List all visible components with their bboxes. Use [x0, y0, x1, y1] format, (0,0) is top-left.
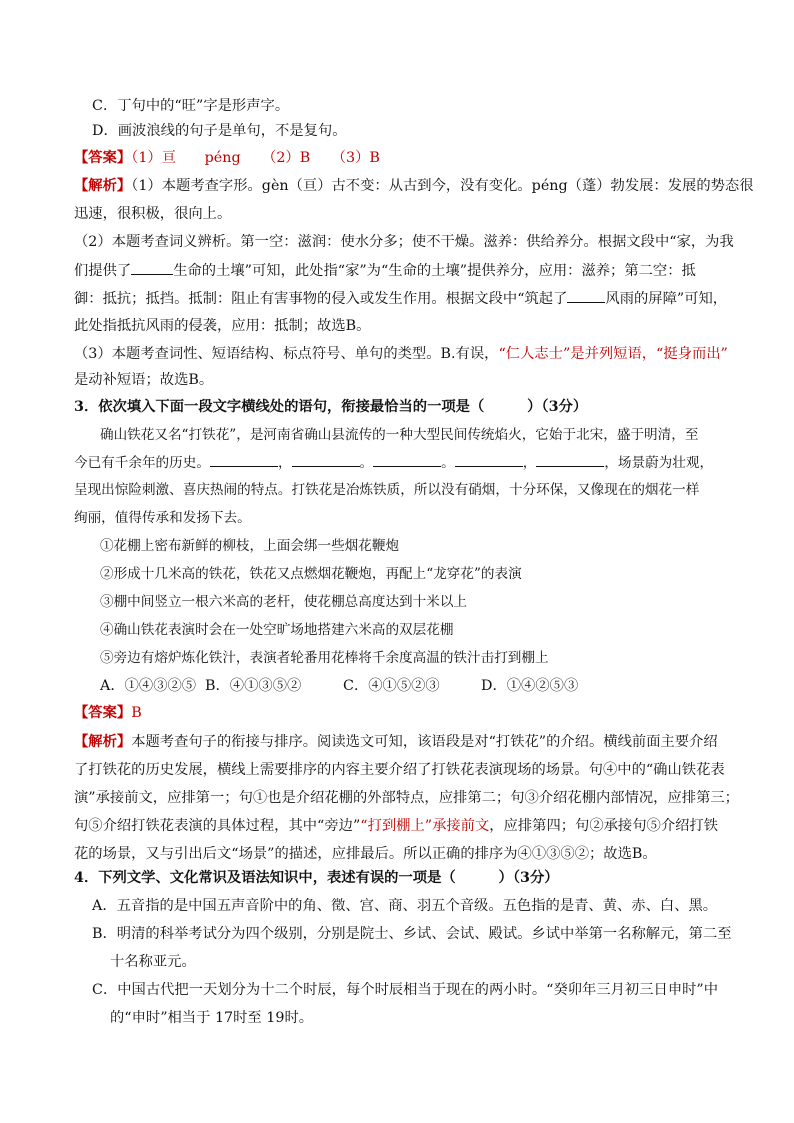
fill-blank	[292, 452, 360, 467]
fill-blank	[131, 260, 173, 275]
fill-blank	[536, 452, 604, 467]
q3-option-d: D．①④②⑤③	[481, 678, 579, 694]
highlight-text: “打到棚上”承接前文	[360, 818, 490, 834]
q4-option-c-line1: C．中国古代把一天划分为十二个时辰，每个时辰相当于现在的两小时。“癸卯年三月初三日申时”中	[92, 982, 719, 998]
fill-blank	[373, 452, 441, 467]
analysis-text: 生命的土壤”可知，此处指“家”为“生命的土壤”提供养分，应用：滋养；第二空：抵	[173, 263, 696, 279]
q3-option-a: A．①④③②⑤	[100, 678, 197, 694]
analysis-tag: 【解析】	[74, 178, 132, 194]
q3-passage-2: 今已有千余年的历史。 ， 。 。 ， ，场景蔚为壮观，	[74, 452, 734, 473]
q3-analysis-1	[74, 732, 734, 752]
analysis-text: ，应排第四；句②承接句⑤介绍打铁	[489, 818, 719, 834]
q2-analysis-3a	[74, 344, 734, 364]
analysis-text: 本题考查句子的衔接与排序。阅读选文可知，该语段是对“打铁花”的介绍。横线前面主要介绍	[131, 734, 718, 750]
q3-option-c: C．④①⑤②③	[343, 678, 440, 694]
q3-option-b: B．④①③⑤②	[205, 678, 302, 694]
q3-analysis-2: 了打铁花的历史发展，横线上需要排序的内容主要介绍了打铁花表演现场的场景。句④中的“确山铁花表	[74, 762, 725, 778]
answer-tag: 【答案】	[74, 150, 132, 166]
highlight-text: “仁人志士”是并列短语，“挺身而出”	[498, 346, 728, 362]
q2-analysis-2d: 此处指抵抗风雨的侵袭，应用：抵制；故选B。	[74, 318, 371, 334]
q2-analysis-2c	[74, 288, 734, 309]
q3-item: ①花棚上密布新鲜的柳枝，上面会绑一些烟花鞭炮	[100, 538, 400, 554]
q4-option-b-line1: B．明清的科举考试分为四个级别，分别是院士、乡试、会试、殿试。乡试中举第一名称解元，第二至	[92, 926, 732, 942]
q3-options	[100, 676, 734, 696]
q2-analysis-1a	[74, 176, 754, 196]
q3-item: ⑤旁边有熔炉炼化铁汁，表演者轮番用花棒将千余度高温的铁汁击打到棚上	[100, 650, 549, 666]
analysis-text: 们提供了	[74, 263, 132, 279]
q3-passage-1: 确山铁花又名“打铁花”，是河南省确山县流传的一种大型民间传统焰火，它始于北宋，盛于明清，至	[100, 427, 699, 443]
q3-answer	[74, 703, 734, 723]
q4-option-c-line2: 的“申时”相当于 17时至 19时。	[110, 1010, 314, 1026]
analysis-text: （3）本题考查词性、短语结构、标点符号、单句的类型。B.有误，	[74, 346, 499, 362]
q3-stem: 3．依次填入下面一段文字横线处的语句，衔接最恰当的一项是（ ）（3分）	[74, 399, 588, 415]
analysis-text: 句⑤介绍打铁花表演的具体过程，其中“旁边”	[74, 818, 361, 834]
q4-option-b-line2: 十名称亚元。	[110, 954, 196, 970]
q3-item: ④确山铁花表演时会在一处空旷场地搭建六米高的双层花棚	[100, 622, 454, 638]
analysis-text: 风雨的屏障”可知，	[605, 291, 728, 307]
q2-option-c: C．丁句中的“旺”字是形声字。	[92, 98, 290, 114]
fill-blank	[210, 452, 278, 467]
q2-answer	[74, 148, 734, 168]
q4-option-a: A．五音指的是中国五声音阶中的角、徵、宫、商、羽五个音级。五色指的是青、黄、赤、白、黑。	[92, 898, 718, 914]
q2-option-d: D．画波浪线的句子是单句，不是复句。	[92, 123, 347, 139]
analysis-text: （1）本题考查字形。gèn（亘）古不变：从古到今，没有变化。péng（蓬）勃发展：发展的势态很	[131, 178, 754, 194]
analysis-tag: 【解析】	[74, 734, 132, 750]
passage-text: 今已有千余年的历史。	[74, 455, 210, 471]
q3-passage-3: 呈现出惊险刺激、喜庆热闹的特点。打铁花是冶炼铁质，所以没有硝烟，十分环保，又像现在的烟花一样	[74, 482, 700, 498]
q3-passage-4: 绚丽，值得传承和发扬下去。	[74, 510, 251, 526]
answer-body: （1）亘 péng （2）B （3）B	[131, 150, 380, 166]
fill-blank	[455, 452, 523, 467]
q3-analysis-3: 演”承接前文，应排第一；句①也是介绍花棚的外部特点，应排第二；句③介绍花棚内部情况，应排第三；	[74, 790, 739, 806]
q2-analysis-2b	[74, 260, 734, 281]
q3-item: ②形成十几米高的铁花，铁花又点燃烟花鞭炮，再配上“龙穿花”的表演	[100, 566, 522, 582]
q2-analysis-1b: 迅速，很积极，很向上。	[74, 206, 232, 222]
analysis-text: 御：抵抗；抵挡。抵制：阻止有害事物的侵入或发生作用。根据文段中“筑起了	[74, 291, 568, 307]
q2-analysis-3b: 是动补短语；故选B。	[74, 372, 214, 388]
answer-tag: 【答案】	[74, 705, 132, 721]
q3-analysis-5: 花的场景，又与引出后文“场景”的描述，应排最后。所以正确的排序为④①③⑤②；故选B。	[74, 846, 657, 862]
fill-blank	[567, 288, 605, 303]
q3-item: ③棚中间竖立一根六米高的老杆，使花棚总高度达到十米以上	[100, 594, 468, 610]
passage-text: ，场景蔚为壮观，	[604, 455, 714, 471]
q2-analysis-2a: （2）本题考查词义辨析。第一空：滋润：使水分多；使不干燥。滋养：供给养分。根据文段中“家，为我	[74, 234, 734, 250]
q3-analysis-4	[74, 816, 734, 836]
q4-stem: 4．下列文学、文化常识及语法知识中，表述有误的一项是（ ）（3分）	[74, 870, 559, 886]
answer-body: B	[131, 705, 142, 721]
